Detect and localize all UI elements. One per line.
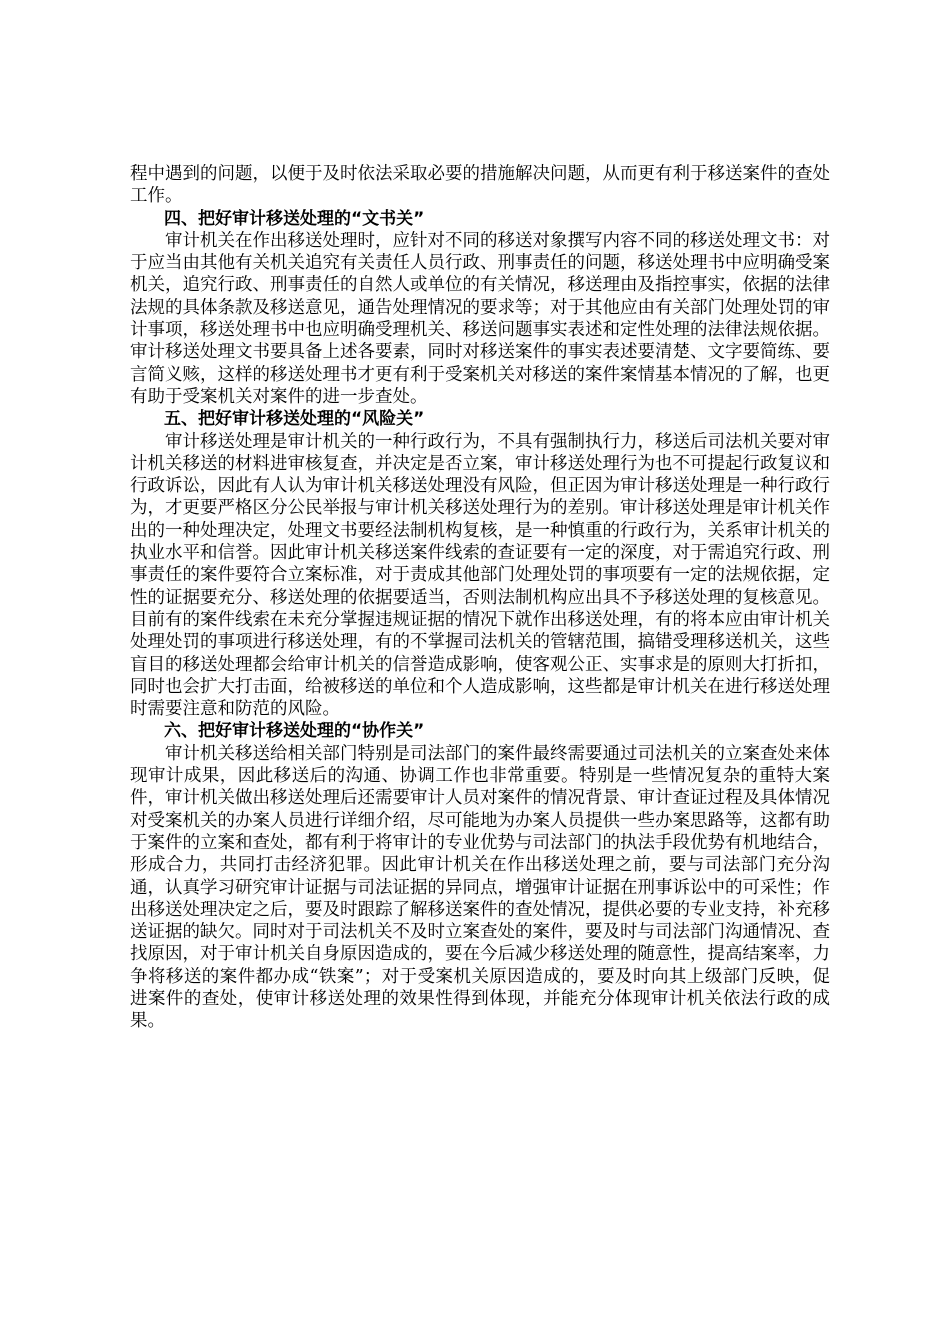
section-risk xyxy=(130,408,830,720)
section-heading: 五、把好审计移送处理的“风险关” xyxy=(164,409,425,430)
section-body: 审计机关在作出移送处理时，应针对不同的移送对象撰写内容不同的移送处理文书：对于应当由其他有关机关追究有关责任人员行政、刑事责任的问题，移送处理书中应明确受案机关，追究行政、刑事责任的自然人或单位的有关情况，移送理由及指控事实，依据的法律法规的具体条款及移送意见，通告处理情况的要求等；对于其他应由有关部门处理处罚的审计事项，移送处理书中也应明确受理机关、移送问题事实表述和定性处理的法律法规依据。审计移送处理文书要具备上述各要素，同时对移送案件的事实表述要清楚、文字要简练、要言简义赅，这样的移送处理书才更有利于受案机关对移送的案件案情基本情况的了解，也更有助于受案机关对案件的进一步查处。 xyxy=(130,230,830,407)
section-body: 审计移送处理是审计机关的一种行政行为，不具有强制执行力，移送后司法机关要对审计机关移送的材料进审核复查，并决定是否立案，审计移送处理行为也不可提起行政复议和行政诉讼，因此有人认为审计机关移送处理没有风险，但正因为审计移送处理是一种行政行为，才更要严格区分公民举报与审计机关移送处理行为的差别。审计移送处理是审计机关作出的一种处理决定，处理文书要经法制机构复核，是一种慎重的行政行为，关系审计机关的执业水平和信誉。因此审计机关移送案件线索的查证要有一定的深度，对于需追究行政、刑事责任的案件要符合立案标准，对于责成其他部门处理处罚的事项要有一定的法规依据，定性的证据要充分、移送处理的依据要适当，否则法制机构应出具不予移送处理的复核意见。目前有的案件线索在未充分掌握违规证据的情况下就作出移送处理，有的将本应由审计机关处理处罚的事项进行移送处理，有的不掌握司法机关的管辖范围，搞错受理移送机关，这些盲目的移送处理都会给审计机关的信誉造成影响，使客观公正、实事求是的原则大打折扣，同时也会扩大打击面，给被移送的单位和个人造成影响，这些都是审计机关在进行移送处理时需要注意和防范的风险。 xyxy=(130,431,830,720)
section-heading: 六、把好审计移送处理的“协作关” xyxy=(164,721,425,742)
section-heading: 四、把好审计移送处理的“文书关” xyxy=(164,208,425,229)
intro-paragraph: 程中遇到的问题，以便于及时依法采取必要的措施解决问题，从而更有利于移送案件的查处工作。 xyxy=(130,164,830,207)
section-documents xyxy=(130,208,830,409)
section-body: 审计机关移送给相关部门特别是司法部门的案件最终需要通过司法机关的立案查处来体现审计成果，因此移送后的沟通、协调工作也非常重要。特别是一些情况复杂的重特大案件，审计机关做出移送处理后还需要审计人员对案件的情况背景、审计查证过程及具体情况对受案机关的办案人员进行详细介绍，尽可能地为办案人员提供一些办案思路等，这都有助于案件的立案和查处，都有利于将审计的专业优势与司法部门的执法手段优势有机地结合，形成合力，共同打击经济犯罪。因此审计机关在作出移送处理之前，要与司法部门充分沟通，认真学习研究审计证据与司法证据的异同点，增强审计证据在刑事诉讼中的可采性；作出移送处理决定之后，要及时跟踪了解移送案件的查处情况，提供必要的专业支持，补充移送证据的缺欠。同时对于司法机关不及时立案查处的案件，要及时与司法部门沟通情况、查找原因，对于审计机关自身原因造成的，要在今后减少移送处理的随意性，提高结案率，力争将移送的案件都办成“铁案”；对于受案机关原因造成的，要及时向其上级部门反映，促进案件的查处，使审计移送处理的效果性得到体现，并能充分体现审计机关依法行政的成果。 xyxy=(130,743,830,1032)
section-cooperation xyxy=(130,720,830,1032)
document-page xyxy=(130,163,830,1033)
